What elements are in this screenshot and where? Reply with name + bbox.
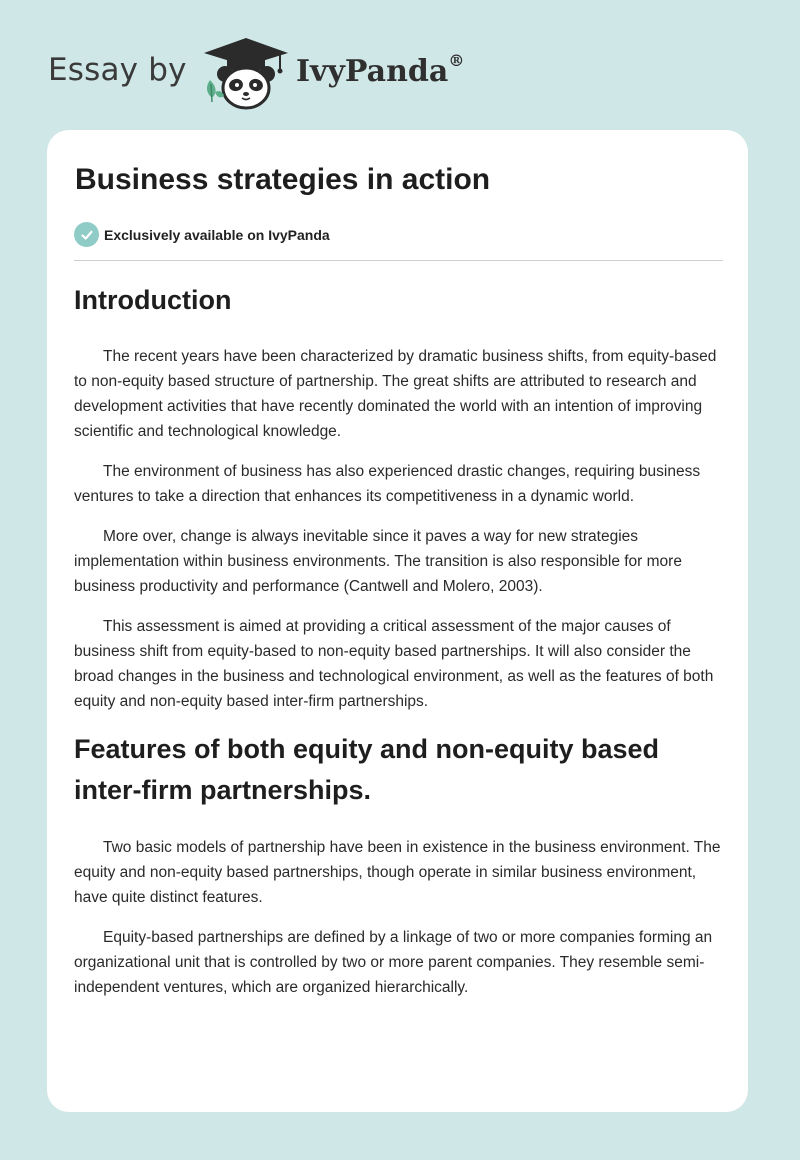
paragraph: More over, change is always inevitable since it paves a way for new strategies implementation within business environments. The transition is also responsible for more business productivity and performance (Cantwell and Molero, 2003). (74, 528, 682, 595)
section-heading-features: Features of both equity and non-equity based inter-firm partnerships. (74, 734, 660, 805)
paragraph: The environment of business has also experienced drastic changes, requiring business ventures to take a direction that enhances its competitiveness in a dynamic world. (74, 463, 701, 505)
section-heading-introduction: Introduction (74, 285, 232, 315)
brand-name[interactable] (296, 51, 465, 89)
article-title: Business strategies in action (75, 163, 491, 196)
article-card (47, 130, 748, 1112)
site-header (0, 0, 800, 130)
check-icon (74, 222, 99, 247)
paragraph: Equity-based partnerships are defined by a linkage of two or more companies forming an organizational unit that is controlled by two or more parent companies. They resemble semi-independent ventures, which are organized hierarchically. (74, 929, 713, 996)
divider (74, 260, 723, 261)
panda-graduate-icon[interactable] (200, 34, 292, 110)
paragraph: Two basic models of partnership have been in existence in the business environment. The equity and non-equity based partnerships, though operate in similar business environment, have quite distinct features. (74, 839, 721, 906)
article-body (74, 280, 724, 1000)
brand-text: IvyPanda (296, 54, 449, 89)
essay-by-label: Essay by (48, 52, 187, 88)
registered-mark: ® (448, 51, 465, 70)
exclusive-badge (74, 222, 330, 247)
badge-text: Exclusively available on IvyPanda (104, 226, 330, 243)
paragraph: The recent years have been characterized by dramatic business shifts, from equity-based to non-equity based structure of partnership. The great shifts are attributed to research and development activities that have recently dominated the world with an intention of improving scientific and technological knowledge. (74, 348, 717, 440)
paragraph: This assessment is aimed at providing a critical assessment of the major causes of business shift from equity-based to non-equity based partnerships. It will also consider the broad changes in the business and technological environment, as well as the features of both equity and non-equity based inter-firm partnerships. (74, 618, 714, 710)
